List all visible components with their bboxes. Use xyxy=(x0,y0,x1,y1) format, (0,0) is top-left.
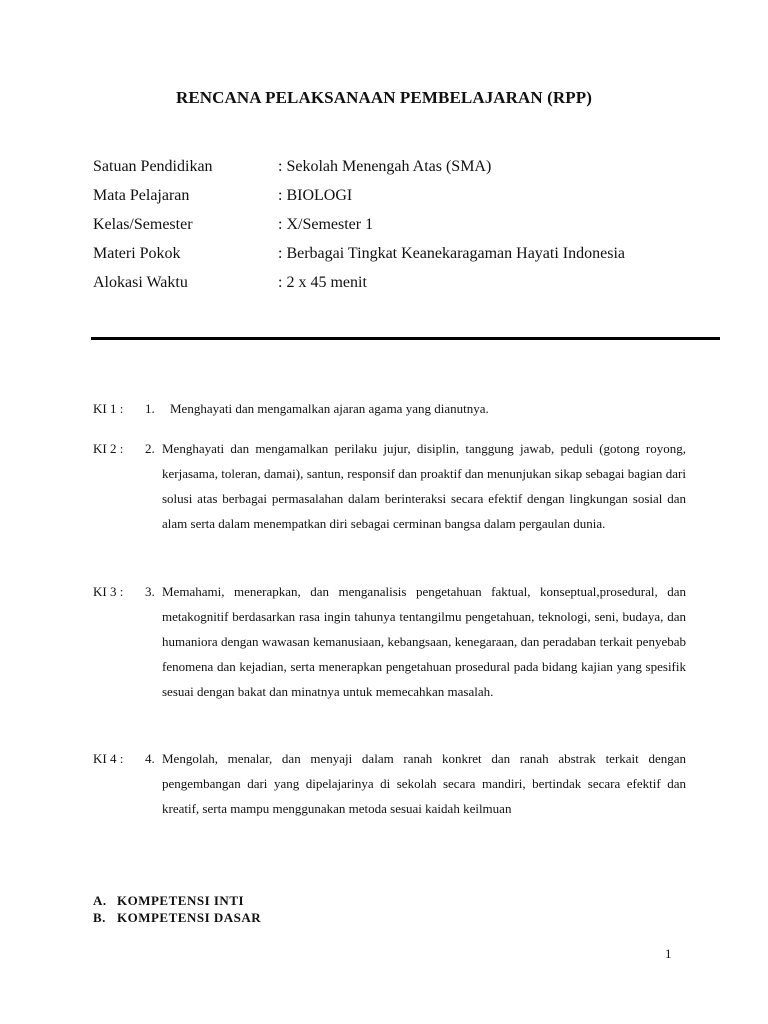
identity-row-materi xyxy=(93,239,625,268)
ki-text: Mengolah, menalar, dan menyaji dalam ranah konkret dan ranah abstrak terkait dengan pengembangan dari yang dipelajarinya di sekolah secara mandiri, bertindak secara efektif dan kreatif, serta mampu menggunakan metoda sesuai kaidah keilmuan xyxy=(162,751,686,816)
ki-label: KI 4 : xyxy=(93,751,124,766)
page-number: 1 xyxy=(665,946,672,961)
heading-letter: B. xyxy=(93,910,106,925)
identity-row-alokasi xyxy=(93,268,625,297)
identity-row-satuan xyxy=(93,152,625,181)
ki-text: Memahami, menerapkan, dan menganalisis pengetahuan faktual, konseptual,prosedural, dan metakognitif berdasarkan rasa ingin tahunya tentangilmu pengetahuan, teknologi, seni, budaya, dan humaniora dengan wawasan kemanusiaan, kebangsaan, kenegaraan, dan peradaban terkait penyebab fenomena dan kejadian, serta menerapkan pengetahuan prosedural pada bidang kajian yang spesifik sesuai dengan bakat dan minatnya untuk memecahkan masalah. xyxy=(162,584,686,699)
identity-row-kelas xyxy=(93,210,625,239)
divider-rule xyxy=(91,337,720,340)
ki-label: KI 1 : xyxy=(93,401,124,416)
identity-value: : Sekolah Menengah Atas (SMA) xyxy=(278,157,492,175)
identity-label: Mata Pelajaran xyxy=(93,186,190,204)
identity-label: Alokasi Waktu xyxy=(93,273,188,291)
ki-label: KI 2 : xyxy=(93,441,124,456)
heading-letter: A. xyxy=(93,893,107,908)
identity-label: Satuan Pendidikan xyxy=(93,157,213,175)
identity-table xyxy=(93,152,625,297)
ki-number: 2. xyxy=(145,441,155,456)
ki-number: 4. xyxy=(145,751,155,766)
ki-number: 3. xyxy=(145,584,155,599)
identity-value: : Berbagai Tingkat Keanekaragaman Hayati Indonesia xyxy=(278,244,625,262)
ki-label: KI 3 : xyxy=(93,584,124,599)
identity-label: Kelas/Semester xyxy=(93,215,193,233)
ki-text: Menghayati dan mengamalkan perilaku jujur, disiplin, tanggung jawab, peduli (gotong royong, kerjasama, toleran, damai), santun, responsif dan proaktif dan menunjukan sikap sebagai bagian dari solusi atas berbagai permasalahan dalam berinteraksi secara efektif dengan lingkungan sosial dan alam serta dalam menempatkan diri sebagai cerminan bangsa dalam pergaulan dunia. xyxy=(162,441,686,531)
ki-number: 1. xyxy=(145,401,155,416)
identity-value: : 2 x 45 menit xyxy=(278,273,367,291)
identity-row-mapel xyxy=(93,181,625,210)
heading-kompetensi-inti xyxy=(93,892,261,909)
document-title: RENCANA PELAKSANAAN PEMBELAJARAN (RPP) xyxy=(175,88,593,107)
identity-value: : X/Semester 1 xyxy=(278,215,374,233)
identity-value: : BIOLOGI xyxy=(278,186,353,204)
ki-text: Menghayati dan mengamalkan ajaran agama yang dianutnya. xyxy=(170,401,489,416)
identity-label: Materi Pokok xyxy=(93,244,181,262)
heading-kompetensi-dasar xyxy=(93,909,261,926)
heading-text: KOMPETENSI DASAR xyxy=(117,910,262,925)
heading-text: KOMPETENSI INTI xyxy=(117,893,245,908)
section-headings xyxy=(93,892,261,926)
